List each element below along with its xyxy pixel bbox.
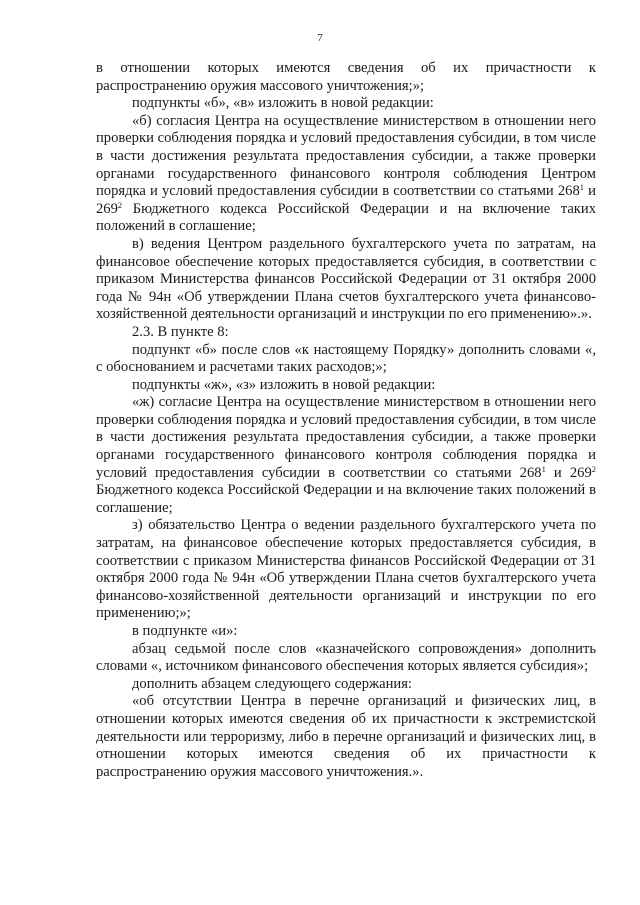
superscript: 1 bbox=[579, 182, 585, 193]
paragraph-text: «ж) согласие Центра на осуществление министерством в отношении него проверки соблюдения порядка и условий предоставления субсидии, в том числе в части достижения результата предоставления субсидии, а также проверки органами государственного финансового контроля соблюдения порядка и условий предоставления субсидии в соответствии со статьями 268 bbox=[96, 394, 596, 481]
paragraph-text: Бюджетного кодекса Российской Федерации и на включение таких положений в соглашение; bbox=[96, 482, 596, 516]
superscript: 2 bbox=[117, 199, 123, 210]
page-number: 7 bbox=[317, 32, 323, 44]
paragraph-text: Бюджетного кодекса Российской Федерации и на включение таких положений в соглашение; bbox=[96, 200, 596, 235]
paragraph: в отношении которых имеются сведения об их причастности к bbox=[96, 60, 596, 76]
paragraph: дополнить абзацем следующего содержания: bbox=[132, 675, 412, 692]
paragraph: 2.3. В пункте 8: bbox=[132, 323, 229, 340]
paragraph: подпункты «б», «в» изложить в новой редакции: bbox=[132, 95, 434, 112]
superscript: 1 bbox=[541, 463, 546, 474]
paragraph: распространению оружия массового уничтожения.». bbox=[96, 763, 424, 780]
paragraph: «об отсутствии Центра в перечне организаций и физических лиц, в отношении которых имеются сведения об их причастности к экстремистской деятельности или терроризму, либо в перечне организаций и физических лиц, в отношении которых имеются сведения об их причастности к bbox=[96, 693, 596, 763]
paragraph: в подпункте «и»: bbox=[132, 623, 238, 639]
paragraph: подпункт «б» после слов «к настоящему Порядку» дополнить словами «, с обоснованием и расчетами таких расходов;»; bbox=[96, 341, 596, 376]
superscript: 2 bbox=[591, 463, 596, 474]
paragraph: распространению оружия массового уничтожения;»; bbox=[96, 77, 425, 94]
paragraph: абзац седьмой после слов «казначейского сопровождения» дополнить словами «, источником финансового обеспечения которых является субсидия»; bbox=[96, 640, 596, 675]
paragraph-text: «б) согласия Центра на осуществление министерством в отношении него проверки соблюдения порядка и условий предоставления субсидии, в том числе в части достижения результата предоставления субсидии, а также проверки органами государственного финансового контроля соблюдения Центром порядка и условий предоставления субсидии в соответствии со статьями 268 bbox=[96, 112, 596, 200]
paragraph bbox=[96, 113, 596, 236]
paragraph bbox=[96, 394, 596, 517]
document-body bbox=[96, 60, 596, 781]
paragraph-text: и 269 bbox=[96, 183, 596, 217]
paragraph: з) обязательство Центра о ведении раздельного бухгалтерского учета по затратам, на финансовое обеспечение которых предоставляется субсидия, в соответствии с приказом Министерства финансов Российской Федерации от 31 октября 2000 года № 94н «Об утверждении Плана счетов бухгалтерского учета финансово-хозяйственной деятельности организаций и инструкции по его применению;»; bbox=[96, 517, 596, 622]
paragraph-text: и 269 bbox=[545, 464, 592, 481]
paragraph: в) ведения Центром раздельного бухгалтерского учета по затратам, на финансовое обеспечение которых предоставляется субсидия, в соответствии с приказом Министерства финансов Российской Федерации от 31 октября 2000 года № 94н «Об утверждении Плана счетов бухгалтерского учета финансово-хозяйственной деятельности организаций и инструкции по его применению».». bbox=[96, 235, 596, 323]
paragraph: подпункты «ж», «з» изложить в новой редакции: bbox=[132, 376, 436, 393]
